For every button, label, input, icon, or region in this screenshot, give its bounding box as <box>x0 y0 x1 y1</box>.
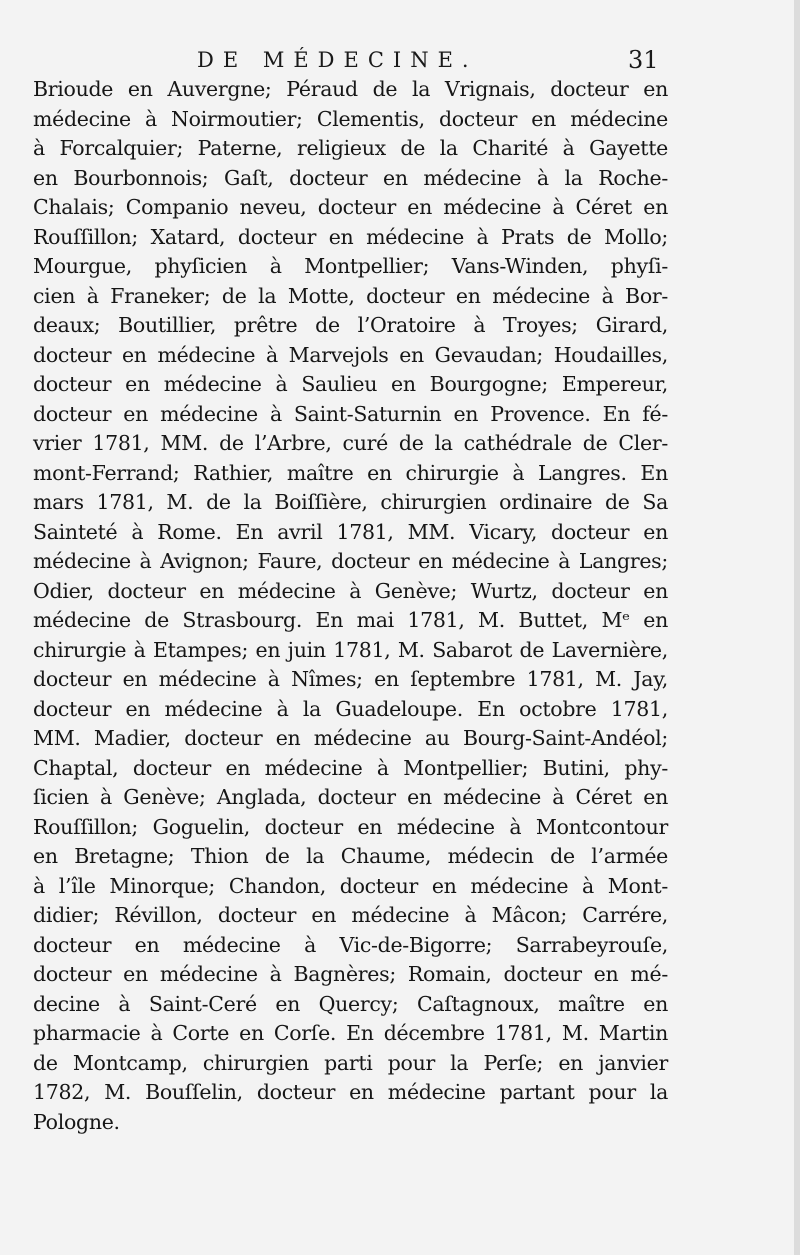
text-line: de Montcamp, chirurgien parti pour la Perſe; en janvier <box>33 1050 668 1075</box>
text-line: Rouſſillon; Xatard, docteur en médecine à Prats de Mollo; <box>33 224 668 249</box>
text-line: docteur en médecine à Saint-Saturnin en Provence. En fé- <box>33 401 668 426</box>
text-line: médecine de Strasbourg. En mai 1781, M. Buttet, Mᵉ en <box>33 608 668 632</box>
text-line: en Bretagne; Thion de la Chaume, médecin de l’armée <box>33 844 668 868</box>
running-title: DE MÉDECINE. <box>197 48 478 72</box>
text-line: mont-Ferrand; Rathier, maître en chirurgie à Langres. En <box>33 460 668 485</box>
text-line: Chaptal, docteur en médecine à Montpellier; Butini, phy- <box>33 755 668 780</box>
text-line: docteur en médecine à Bagnères; Romain, docteur en mé- <box>33 962 668 986</box>
text-line: docteur en médecine à Nîmes; en ſeptembre 1781, M. Jay, <box>33 667 668 691</box>
text-line: mars 1781, M. de la Boiſſière, chirurgien ordinaire de Sa <box>33 490 668 514</box>
text-line: docteur en médecine à Vic-de-Bigorre; Sarrabeyrouſe, <box>33 932 668 957</box>
text-line: Pologne. <box>33 1109 120 1134</box>
text-line: MM. Madier, docteur en médecine au Bourg-Saint-Andéol; <box>33 726 668 750</box>
text-line: ſicien à Genève; Anglada, docteur en médecine à Céret en <box>33 785 668 809</box>
text-line: à l’île Minorque; Chandon, docteur en médecine à Mont- <box>33 873 668 898</box>
text-line: deaux; Boutillier, prêtre de l’Oratoire à Troyes; Girard, <box>33 313 668 337</box>
page-edge <box>794 0 800 1255</box>
text-line: médecine à Avignon; Faure, docteur en médecine à Langres; <box>33 549 668 573</box>
text-line: médecine à Noirmoutier; Clementis, docteur en médecine <box>33 106 668 131</box>
text-line: docteur en médecine à Saulieu en Bourgogne; Empereur, <box>33 372 668 396</box>
text-line: cien à Franeker; de la Motte, docteur en médecine à Bor- <box>33 283 668 308</box>
text-line: Odier, docteur en médecine à Genève; Wurtz, docteur en <box>33 578 668 603</box>
text-line: Rouſſillon; Goguelin, docteur en médecine à Montcontour <box>33 814 668 839</box>
text-line: docteur en médecine à Marvejols en Gevaudan; Houdailles, <box>33 342 668 367</box>
text-line: docteur en médecine à la Guadeloupe. En octobre 1781, <box>33 696 668 721</box>
page-number: 31 <box>628 46 659 74</box>
text-line: 1782, M. Bouſſelin, docteur en médecine partant pour la <box>33 1080 668 1104</box>
text-line: à Forcalquier; Paterne, religieux de la Charité à Gayette <box>33 136 668 160</box>
text-line: Sainteté à Rome. En avril 1781, MM. Vicary, docteur en <box>33 519 668 544</box>
text-line: didier; Révillon, docteur en médecine à Mâcon; Carrére, <box>33 903 668 927</box>
text-line: en Bourbonnois; Gaſt, docteur en médecine à la Roche- <box>33 165 668 190</box>
body-text <box>33 75 668 1137</box>
text-line: decine à Saint-Ceré en Quercy; Caſtagnoux, maître en <box>33 991 668 1016</box>
text-line: Brioude en Auvergne; Péraud de la Vrignais, docteur en <box>33 77 668 101</box>
text-line: pharmacie à Corte en Corſe. En décembre 1781, M. Martin <box>33 1021 668 1045</box>
text-line: Chalais; Companio neveu, docteur en médecine à Céret en <box>33 195 668 219</box>
text-line: chirurgie à Etampes; en juin 1781, M. Sabarot de Lavernière, <box>33 637 668 662</box>
text-line: vrier 1781, MM. de l’Arbre, curé de la cathédrale de Cler- <box>33 431 668 455</box>
text-line: Mourgue, phyſicien à Montpellier; Vans-Winden, phyſi- <box>33 254 668 278</box>
running-head <box>0 48 800 78</box>
